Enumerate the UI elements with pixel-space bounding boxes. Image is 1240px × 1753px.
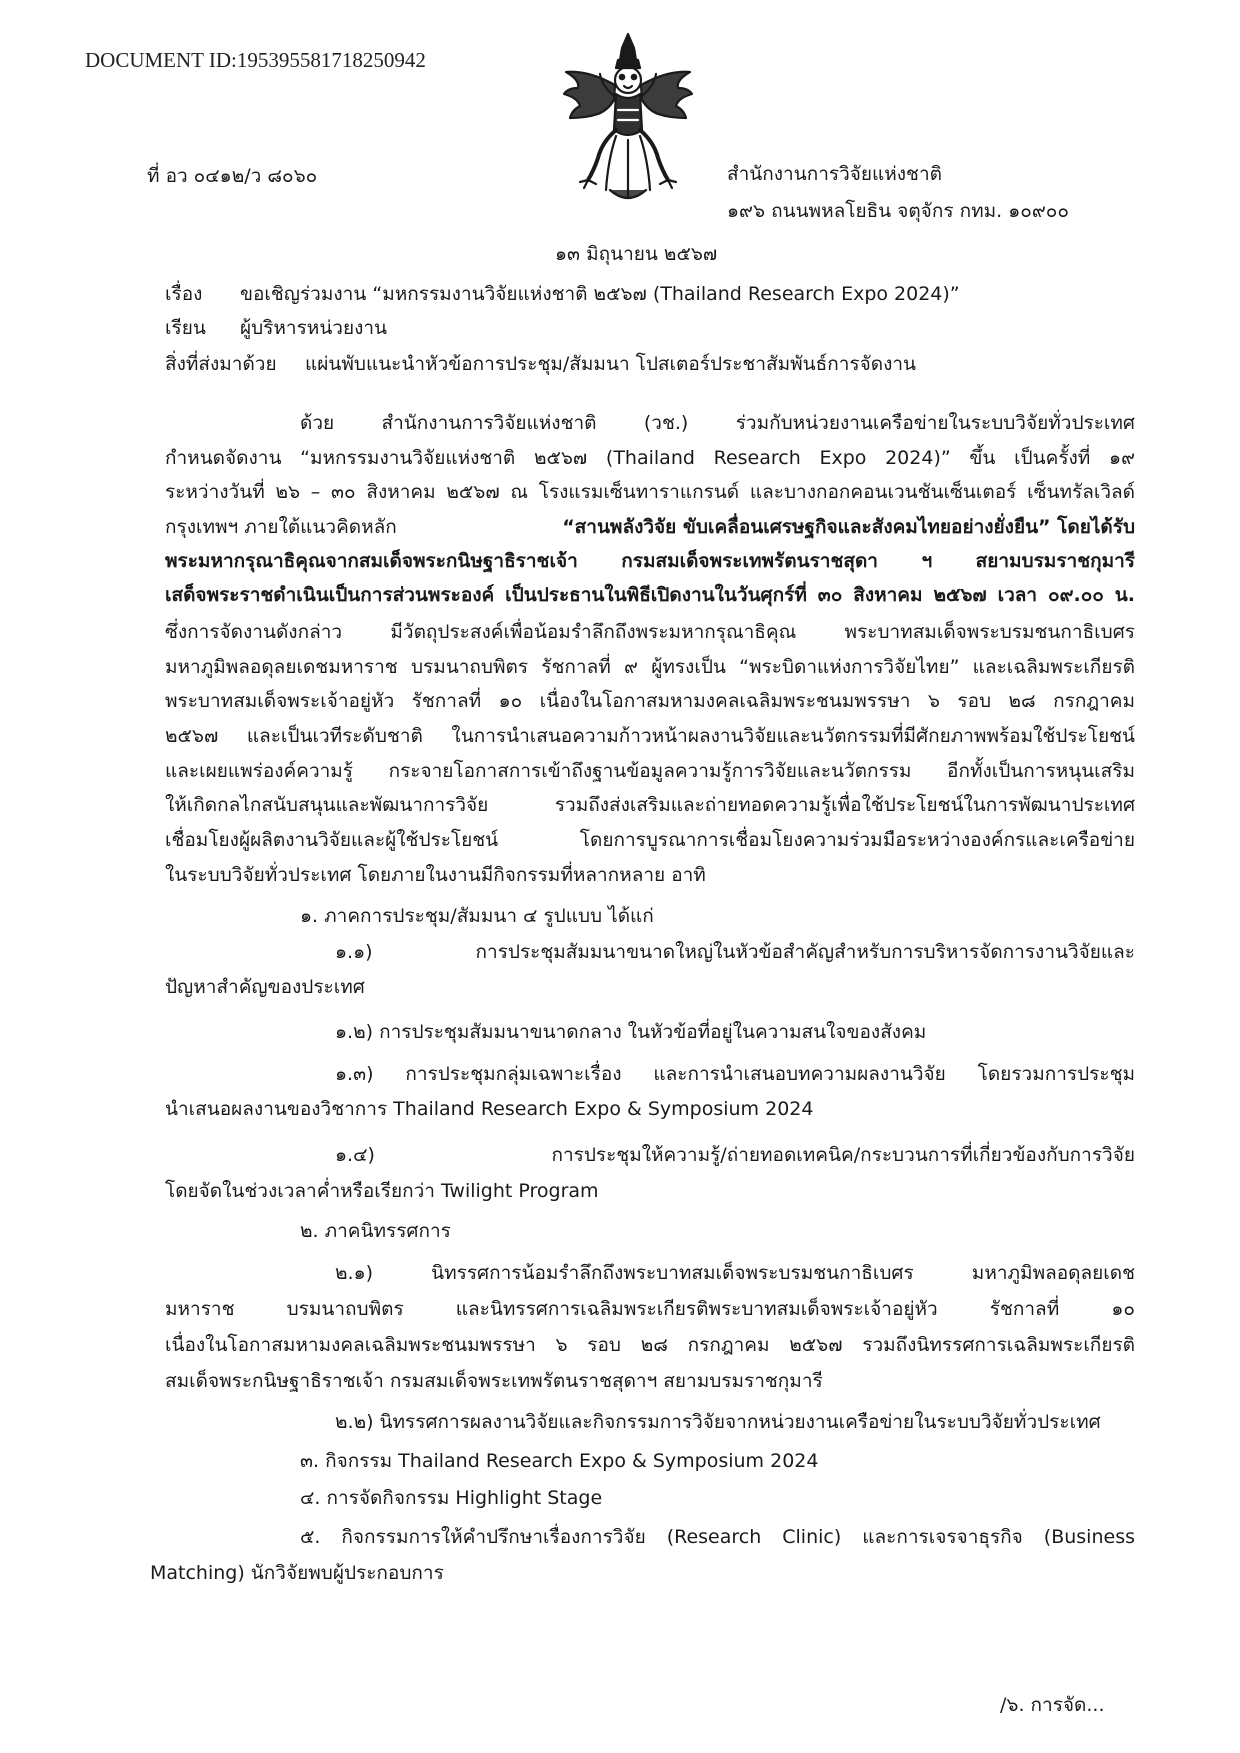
list-item: ๑.๓) การประชุมกลุ่มเฉพาะเรื่อง และการนำเสนอบทความผลงานวิจัย โดยรวมการประชุม: [335, 1063, 1135, 1085]
document-id: DOCUMENT ID:195395581718250942: [85, 48, 426, 72]
body-line: [165, 512, 1135, 542]
list-item: ๕. กิจกรรมการให้คำปรึกษาเรื่องการวิจัย (Research Clinic) และการเจรจาธุรกิจ (Business: [300, 1526, 1135, 1548]
continuation-note: /๖. การจัด...: [1000, 1694, 1105, 1716]
list-item: ๓. กิจกรรม Thailand Research Expo & Symposium 2024: [300, 1450, 819, 1472]
body-line-bold: พระมหากรุณาธิคุณจากสมเด็จพระกนิษฐาธิราชเจ้า กรมสมเด็จพระเทพรัตนราชสุดา ฯ สยามบรมราชกุมารี: [165, 550, 1135, 572]
body-line: ๒๕๖๗ และเป็นเวทีระดับชาติ ในการนำเสนอความก้าวหน้าผลงานวิจัยและนวัตกรรมที่มีศักยภาพพร้อมใช้ประโยชน์: [165, 725, 1135, 747]
list-item: โดยจัดในช่วงเวลาค่ำหรือเรียกว่า Twilight Program: [165, 1180, 599, 1202]
list-item: ๒.๒) นิทรรศการผลงานวิจัยและกิจกรรมการวิจัยจากหน่วยงานเครือข่ายในระบบวิจัยทั่วประเทศ: [335, 1411, 1101, 1433]
list-item: สมเด็จพระกนิษฐาธิราชเจ้า กรมสมเด็จพระเทพรัตนราชสุดาฯ สยามบรมราชกุมารี: [165, 1370, 823, 1392]
list-item: ๑. ภาคการประชุม/สัมมนา ๔ รูปแบบ ได้แก่: [300, 905, 654, 927]
letter-date: ๑๓ มิถุนายน ๒๕๖๗: [555, 243, 718, 265]
subject-text: ขอเชิญร่วมงาน “มหกรรมงานวิจัยแห่งชาติ ๒๕๖๗ (Thailand Research Expo 2024)”: [240, 283, 960, 305]
body-line: และเผยแพร่องค์ความรู้ กระจายโอกาสการเข้าถึงฐานข้อมูลความรู้การวิจัยและนวัตกรรม อีกทั้งเป็นการหนุนเสริม: [165, 760, 1135, 782]
recipient-text: ผู้บริหารหน่วยงาน: [240, 317, 388, 339]
body-line-bold: เสด็จพระราชดำเนินเป็นการส่วนพระองค์ เป็นประธานในพิธีเปิดงานในวันศุกร์ที่ ๓๐ สิงหาคม ๒๕๖๗ เวลา ๐๙.๐๐ น.: [165, 584, 1135, 606]
body-line: กำหนดจัดงาน “มหกรรมงานวิจัยแห่งชาติ ๒๕๖๗ (Thailand Research Expo 2024)” ขึ้น เป็นครั้งที่ ๑๙: [165, 447, 1135, 469]
body-line: ด้วย สำนักงานการวิจัยแห่งชาติ (วช.) ร่วมกับหน่วยงานเครือข่ายในระบบวิจัยทั่วประเทศ: [300, 412, 1135, 434]
enclosure-text: แผ่นพับแนะนำหัวข้อการประชุม/สัมมนา โปสเตอร์ประชาสัมพันธ์การจัดงาน: [305, 353, 917, 375]
body-line: ในระบบวิจัยทั่วประเทศ โดยภายในงานมีกิจกรรมที่หลากหลาย อาทิ: [165, 864, 706, 886]
list-item: ปัญหาสำคัญของประเทศ: [165, 976, 365, 998]
concept-title: “สานพลังวิจัย ขับเคลื่อนเศรษฐกิจและสังคมไทยอย่างยั่งยืน” โดยได้รับ: [562, 516, 1135, 538]
office-name: สำนักงานการวิจัยแห่งชาติ: [727, 163, 942, 185]
reference-number: ที่ อว ๐๔๑๒/ว ๘๐๖๐: [147, 165, 318, 187]
office-address: ๑๙๖ ถนนพหลโยธิน จตุจักร กทม. ๑๐๙๐๐: [727, 200, 1069, 222]
garuda-emblem-icon: [558, 30, 698, 215]
list-item: ๒. ภาคนิทรรศการ: [300, 1220, 451, 1242]
list-item: ๑.๑) การประชุมสัมมนาขนาดใหญ่ในหัวข้อสำคัญสำหรับการบริหารจัดการงานวิจัยและ: [335, 941, 1135, 963]
list-item: ๑.๒) การประชุมสัมมนาขนาดกลาง ในหัวข้อที่อยู่ในความสนใจของสังคม: [335, 1021, 927, 1043]
body-line: พระบาทสมเด็จพระเจ้าอยู่หัว รัชกาลที่ ๑๐ เนื่องในโอกาสมหามงคลเฉลิมพระชนมพรรษา ๖ รอบ ๒๘ กรกฎาคม: [165, 690, 1135, 712]
list-item: ๑.๔) การประชุมให้ความรู้/ถ่ายทอดเทคนิค/กระบวนการที่เกี่ยวข้องกับการวิจัย: [335, 1144, 1135, 1166]
enclosure-label: สิ่งที่ส่งมาด้วย: [165, 353, 277, 375]
list-item: ๔. การจัดกิจกรรม Highlight Stage: [300, 1487, 603, 1509]
body-line: เชื่อมโยงผู้ผลิตงานวิจัยและผู้ใช้ประโยชน์ โดยการบูรณาการเชื่อมโยงความร่วมมือระหว่างองค์กรและเครือข่าย: [165, 829, 1135, 851]
body-text: กรุงเทพฯ ภายใต้แนวคิดหลัก: [165, 516, 397, 538]
recipient-label: เรียน: [165, 317, 206, 339]
list-item: Matching) นักวิจัยพบผู้ประกอบการ: [150, 1562, 444, 1584]
body-line: ให้เกิดกลไกสนับสนุนและพัฒนาการวิจัย รวมถึงส่งเสริมและถ่ายทอดความรู้เพื่อใช้ประโยชน์ในการพัฒนาประเทศ: [165, 794, 1135, 816]
list-item: นำเสนอผลงานของวิชาการ Thailand Research Expo & Symposium 2024: [165, 1098, 814, 1120]
list-item: ๒.๑) นิทรรศการน้อมรำลึกถึงพระบาทสมเด็จพระบรมชนกาธิเบศร มหาภูมิพลอดุลยเดช: [335, 1262, 1135, 1284]
list-item: เนื่องในโอกาสมหามงคลเฉลิมพระชนมพรรษา ๖ รอบ ๒๘ กรกฎาคม ๒๕๖๗ รวมถึงนิทรรศการเฉลิมพระเกียรติ: [165, 1334, 1135, 1356]
body-line: มหาภูมิพลอดุลยเดชมหาราช บรมนาถบพิตร รัชกาลที่ ๙ ผู้ทรงเป็น “พระบิดาแห่งการวิจัยไทย” และเฉลิมพระเกียรติ: [165, 656, 1135, 678]
body-line: ระหว่างวันที่ ๒๖ – ๓๐ สิงหาคม ๒๕๖๗ ณ โรงแรมเซ็นทาราแกรนด์ และบางกอกคอนเวนชันเซ็นเตอร์ เซ็นทรัลเวิลด์: [165, 481, 1135, 503]
body-line: ซึ่งการจัดงานดังกล่าว มีวัตถุประสงค์เพื่อน้อมรำลึกถึงพระมหากรุณาธิคุณ พระบาทสมเด็จพระบรมชนกาธิเบศร: [165, 621, 1135, 643]
subject-label: เรื่อง: [165, 283, 203, 305]
list-item: มหาราช บรมนาถบพิตร และนิทรรศการเฉลิมพระเกียรติพระบาทสมเด็จพระเจ้าอยู่หัว รัชกาลที่ ๑๐: [165, 1298, 1135, 1320]
